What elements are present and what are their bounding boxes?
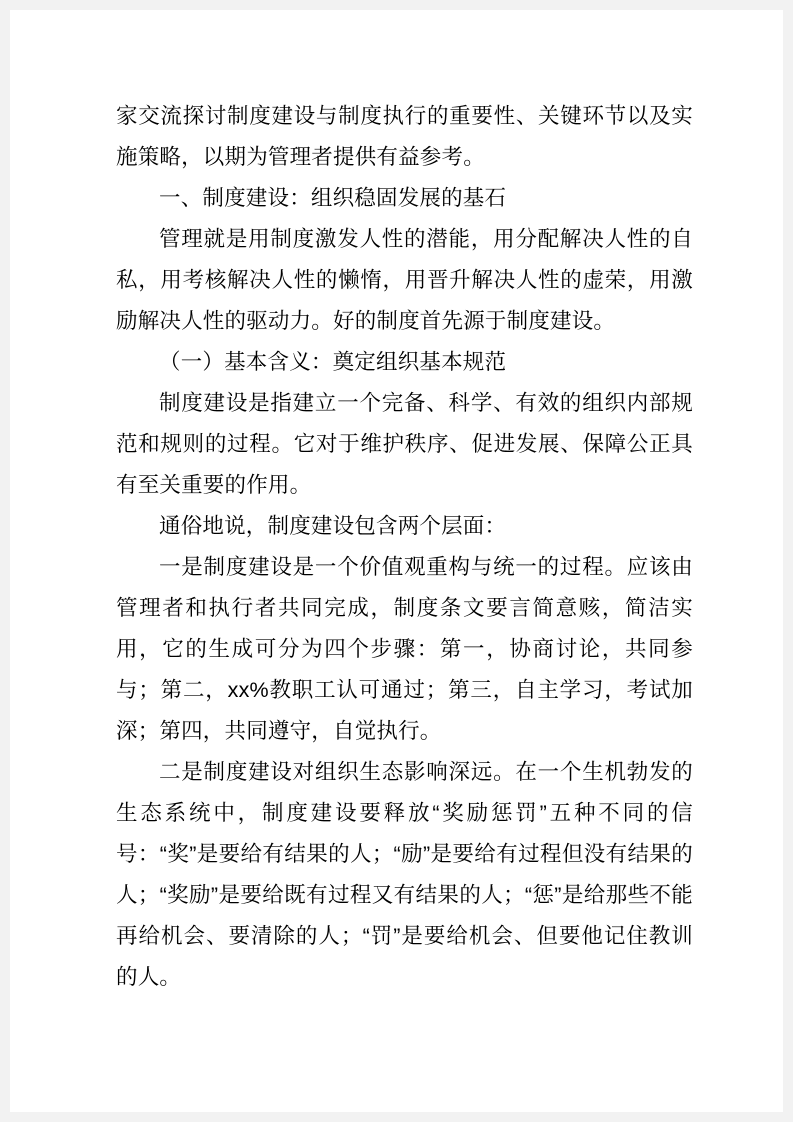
paragraph-two-levels-intro: 通俗地说，制度建设包含两个层面： (159, 514, 507, 538)
paragraph-management: 管理就是用制度激发人性的潜能，用分配解决人性的自私，用考核解决人性的懒惰，用晋升解决人性的虚荣，用激励解决人性的驱动力。好的制度首先源于制度建设。 (116, 227, 693, 333)
page-edge-top (0, 0, 793, 10)
paragraph-continuation: 家交流探讨制度建设与制度执行的重要性、关键环节以及实施策略，以期为管理者提供有益参考。 (116, 104, 693, 169)
section-heading-1: 一、制度建设：组织稳固发展的基石 (159, 186, 507, 210)
page-edge-left (0, 0, 10, 1122)
subsection-heading-1: （一）基本含义：奠定组织基本规范 (159, 350, 507, 374)
page-edge-bottom (0, 1112, 793, 1122)
paragraph-point-one: 一是制度建设是一个价值观重构与统一的过程。应该由管理者和执行者共同完成，制度条文要言简意赅，简洁实用，它的生成可分为四个步骤：第一，协商讨论，共同参与；第二，xx%教职工认可通过；第三，自主学习，考试加深；第四，共同遵守，自觉执行。 (116, 555, 693, 743)
paragraph-definition: 制度建设是指建立一个完备、科学、有效的组织内部规范和规则的过程。它对于维护秩序、促进发展、保障公正具有至关重要的作用。 (116, 391, 693, 497)
page-edge-right (783, 0, 793, 1122)
paragraph-point-two: 二是制度建设对组织生态影响深远。在一个生机勃发的生态系统中，制度建设要释放“奖励惩罚”五种不同的信号：“奖”是要给有结果的人；“励”是要给有过程但没有结果的人；“奖励”是要给既有过程又有结果的人；“惩”是给那些不能再给机会、要清除的人；“罚”是要给机会、但要他记住教训的人。 (116, 760, 693, 989)
document-body (116, 96, 693, 998)
